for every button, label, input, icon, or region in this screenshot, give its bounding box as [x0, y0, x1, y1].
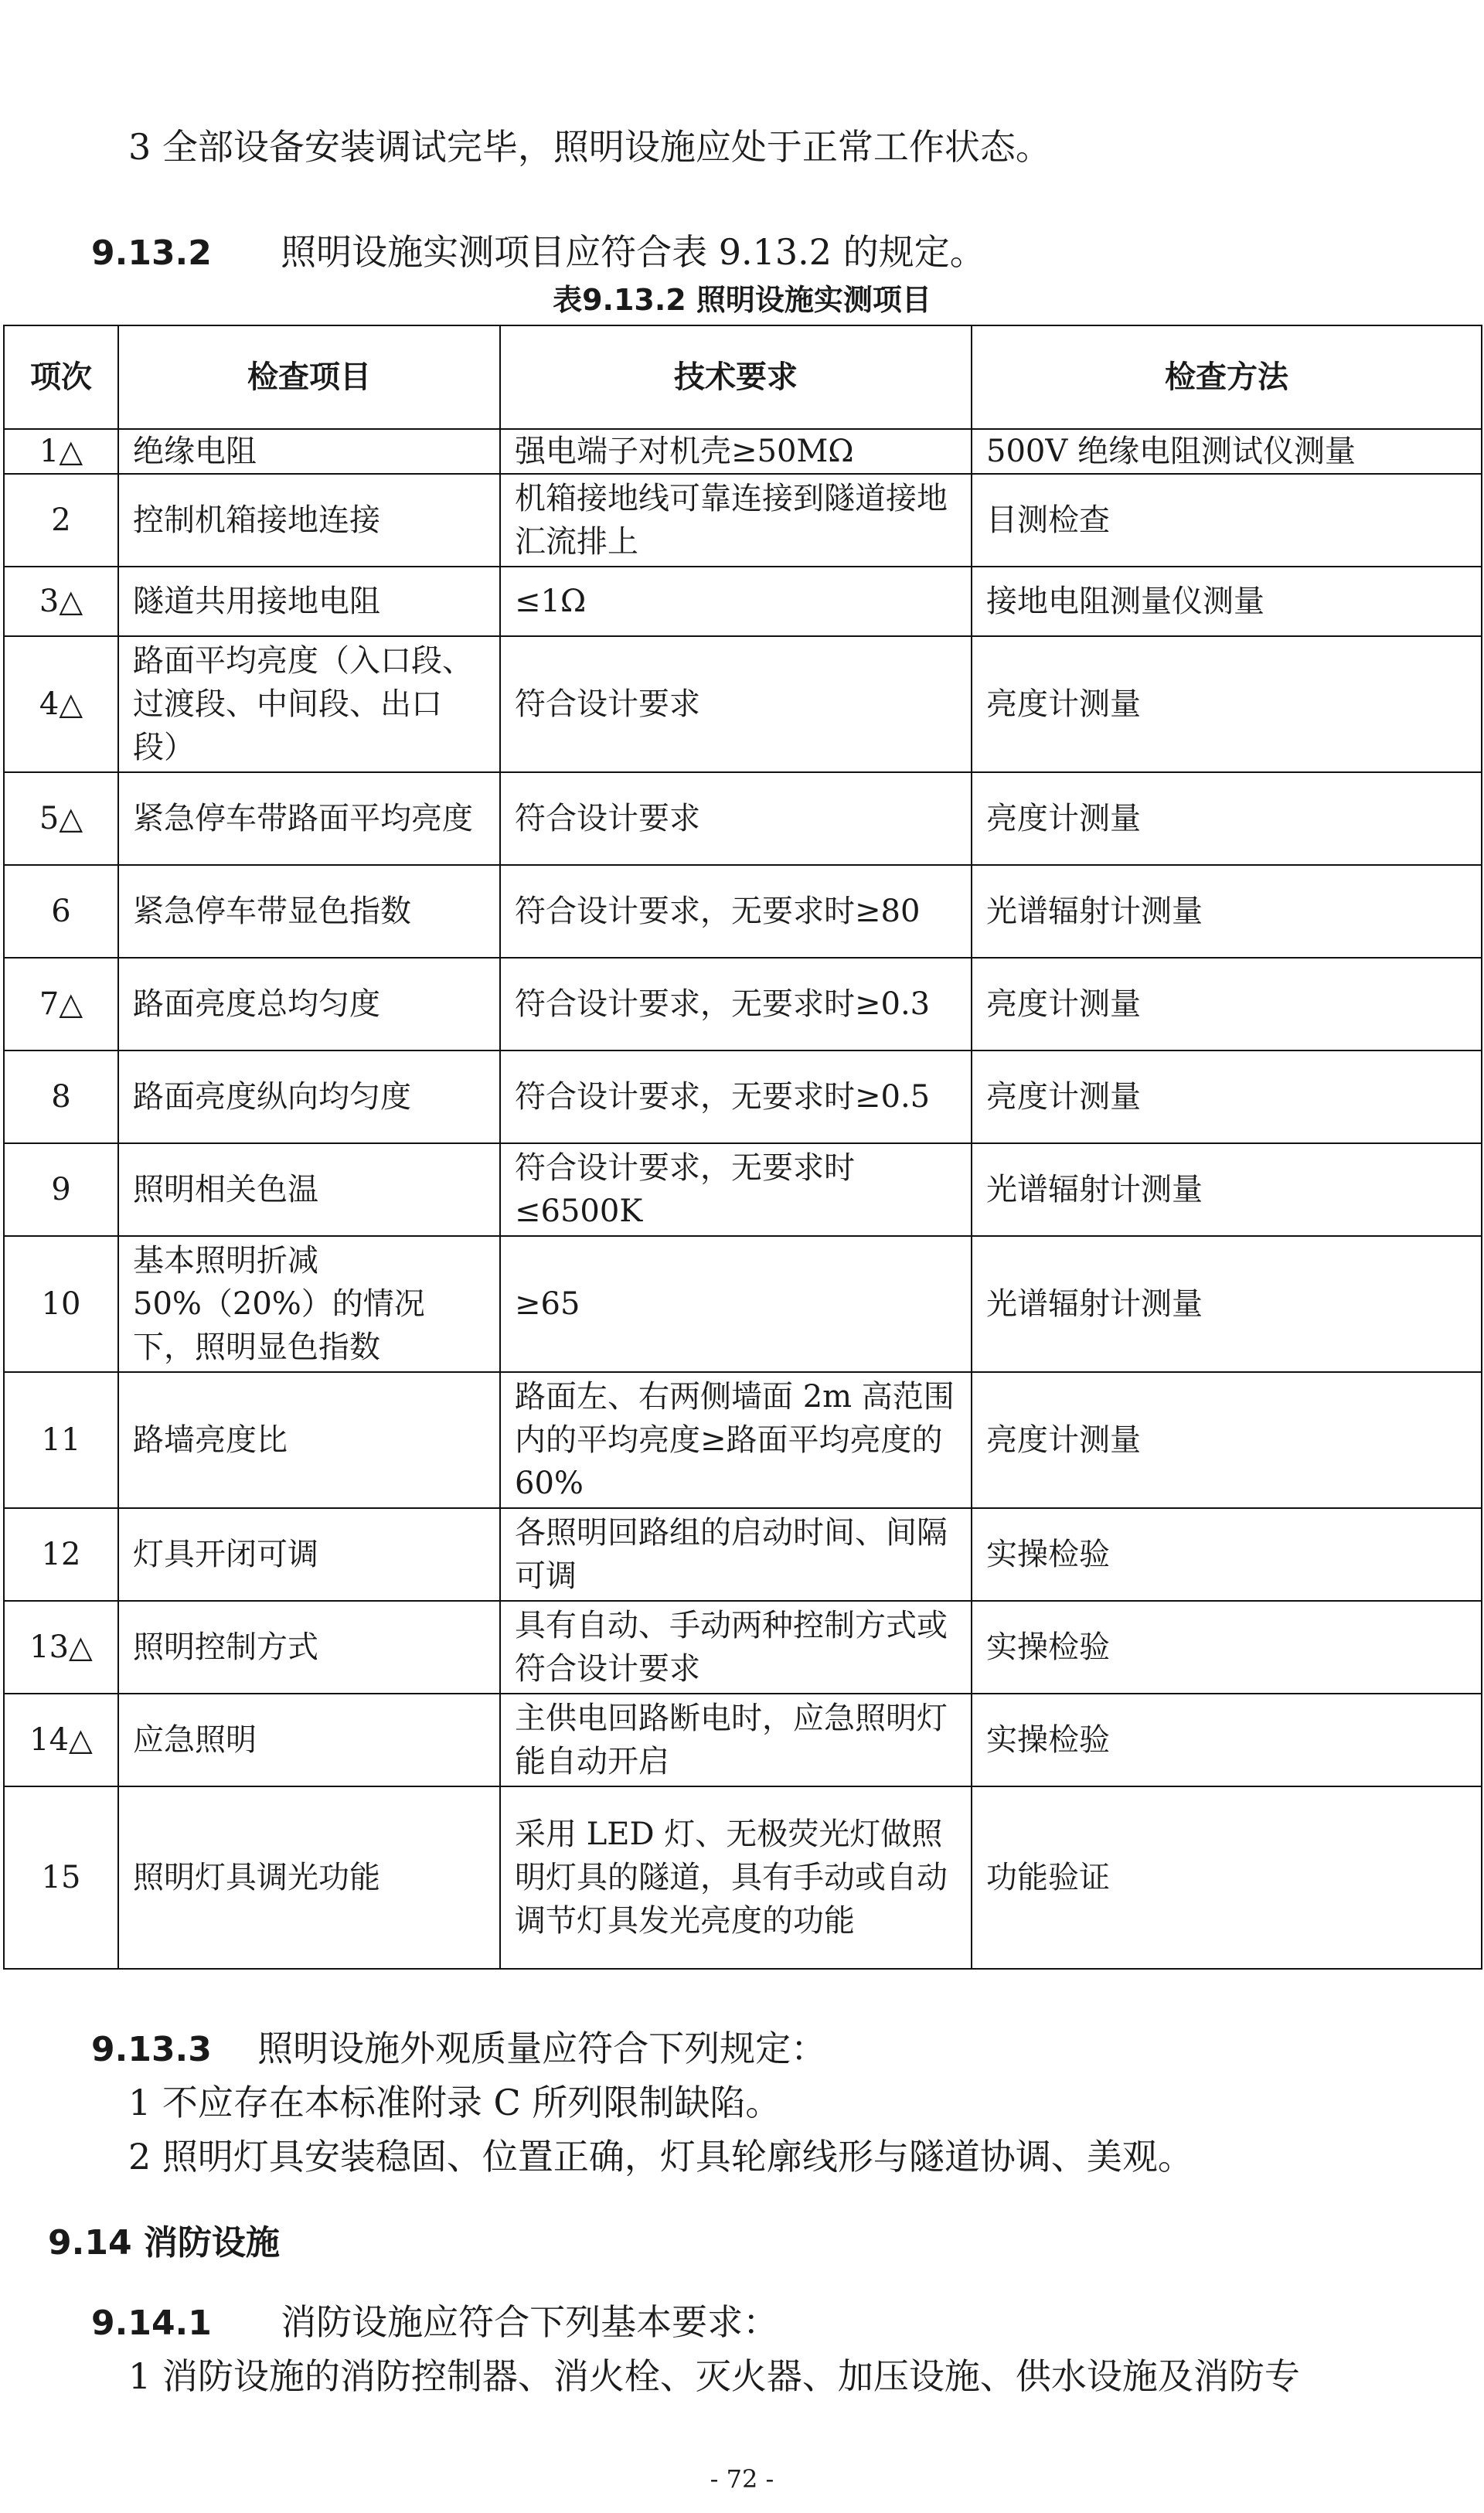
cell-requirement: 主供电回路断电时，应急照明灯能自动开启 [500, 1694, 972, 1786]
clause-number: 9.13.2 [91, 233, 212, 273]
cell-no: 12 [4, 1508, 118, 1601]
cell-method: 光谱辐射计测量 [972, 1143, 1482, 1236]
cell-method: 目测检查 [972, 474, 1482, 567]
cell-item: 照明控制方式 [118, 1601, 500, 1694]
clause-number: 9.14.1 [91, 2304, 212, 2343]
cell-requirement: 符合设计要求，无要求时≥0.3 [500, 958, 972, 1050]
cell-requirement: 机箱接地线可靠连接到隧道接地汇流排上 [500, 474, 972, 567]
lighting-inspection-table [3, 325, 1482, 1970]
table-row [4, 1601, 1482, 1694]
table-row [4, 1694, 1482, 1786]
cell-requirement: 采用 LED 灯、无极荧光灯做照明灯具的隧道，具有手动或自动调节灯具发光亮度的功能 [500, 1786, 972, 1969]
table-row [4, 1372, 1482, 1508]
cell-method: 500V 绝缘电阻测试仪测量 [972, 429, 1482, 474]
cell-item: 照明灯具调光功能 [118, 1786, 500, 1969]
cell-no: 15 [4, 1786, 118, 1969]
table-row [4, 429, 1482, 474]
intro-item: 3 全部设备安装调试完毕，照明设施应处于正常工作状态。 [128, 126, 1051, 168]
cell-method: 光谱辐射计测量 [972, 1236, 1482, 1372]
cell-item: 路墙亮度比 [118, 1372, 500, 1508]
cell-requirement: 符合设计要求 [500, 636, 972, 772]
clause-text: 照明设施实测项目应符合表 9.13.2 的规定。 [281, 231, 985, 273]
cell-item: 绝缘电阻 [118, 429, 500, 474]
cell-method: 亮度计测量 [972, 1050, 1482, 1143]
page-number: - 72 - [710, 2464, 774, 2494]
table-caption: 表9.13.2 照明设施实测项目 [553, 283, 931, 317]
cell-requirement: 强电端子对机壳≥50MΩ [500, 429, 972, 474]
table-row [4, 865, 1482, 958]
cell-item: 基本照明折减 50%（20%）的情况下，照明显色指数 [118, 1236, 500, 1372]
cell-requirement: ≤1Ω [500, 567, 972, 636]
cell-no: 14△ [4, 1694, 118, 1786]
cell-method: 光谱辐射计测量 [972, 865, 1482, 958]
table-row [4, 958, 1482, 1050]
cell-no: 2 [4, 474, 118, 567]
cell-requirement: 符合设计要求，无要求时≥0.5 [500, 1050, 972, 1143]
cell-item: 应急照明 [118, 1694, 500, 1786]
cell-item: 隧道共用接地电阻 [118, 567, 500, 636]
cell-requirement: ≥65 [500, 1236, 972, 1372]
cell-method: 亮度计测量 [972, 772, 1482, 865]
table-row [4, 636, 1482, 772]
cell-no: 5△ [4, 772, 118, 865]
cell-no: 1△ [4, 429, 118, 474]
table-row [4, 772, 1482, 865]
cell-requirement: 符合设计要求 [500, 772, 972, 865]
cell-no: 4△ [4, 636, 118, 772]
clause-text: 消防设施应符合下列基本要求： [281, 2301, 779, 2343]
cell-method: 实操检验 [972, 1601, 1482, 1694]
cell-no: 7△ [4, 958, 118, 1050]
cell-item: 路面亮度总均匀度 [118, 958, 500, 1050]
clause-9-14-1 [91, 2299, 778, 2347]
cell-no: 3△ [4, 567, 118, 636]
cell-item: 路面亮度纵向均匀度 [118, 1050, 500, 1143]
cell-no: 11 [4, 1372, 118, 1508]
table-row [4, 1786, 1482, 1969]
cell-requirement: 路面左、右两侧墙面 2m 高范围内的平均亮度≥路面平均亮度的 60% [500, 1372, 972, 1508]
cell-no: 13△ [4, 1601, 118, 1694]
clause-number: 9.13.3 [91, 2030, 212, 2069]
header-no: 项次 [4, 325, 118, 429]
table-row [4, 1508, 1482, 1601]
table-row [4, 474, 1482, 567]
cell-item: 紧急停车带显色指数 [118, 865, 500, 958]
table-row [4, 1236, 1482, 1372]
clause-9-13-3 [91, 2025, 826, 2073]
cell-method: 亮度计测量 [972, 1372, 1482, 1508]
table-row [4, 567, 1482, 636]
header-requirement: 技术要求 [500, 325, 972, 429]
clause-9-13-2 [91, 229, 985, 277]
cell-item: 紧急停车带路面平均亮度 [118, 772, 500, 865]
table-row [4, 1050, 1482, 1143]
cell-no: 6 [4, 865, 118, 958]
clause-9-13-3-item-1: 1 不应存在本标准附录 C 所列限制缺陷。 [128, 2082, 781, 2123]
table-header-row [4, 325, 1482, 429]
cell-item: 灯具开闭可调 [118, 1508, 500, 1601]
header-method: 检查方法 [972, 325, 1482, 429]
cell-no: 8 [4, 1050, 118, 1143]
cell-method: 功能验证 [972, 1786, 1482, 1969]
header-item: 检查项目 [118, 325, 500, 429]
cell-method: 实操检验 [972, 1508, 1482, 1601]
cell-item: 照明相关色温 [118, 1143, 500, 1236]
cell-requirement: 符合设计要求，无要求时≤6500K [500, 1143, 972, 1236]
cell-requirement: 各照明回路组的启动时间、间隔可调 [500, 1508, 972, 1601]
cell-item: 控制机箱接地连接 [118, 474, 500, 567]
table-row [4, 1143, 1482, 1236]
cell-item: 路面平均亮度（入口段、过渡段、中间段、出口段） [118, 636, 500, 772]
cell-method: 实操检验 [972, 1694, 1482, 1786]
cell-method: 亮度计测量 [972, 958, 1482, 1050]
cell-requirement: 具有自动、手动两种控制方式或符合设计要求 [500, 1601, 972, 1694]
cell-method: 亮度计测量 [972, 636, 1482, 772]
cell-no: 10 [4, 1236, 118, 1372]
section-heading-9-14: 9.14 消防设施 [48, 2223, 280, 2263]
clause-9-14-1-item-1: 1 消防设施的消防控制器、消火栓、灭火器、加压设施、供水设施及消防专 [128, 2355, 1300, 2397]
cell-no: 9 [4, 1143, 118, 1236]
clause-text: 照明设施外观质量应符合下列规定： [257, 2028, 827, 2069]
cell-requirement: 符合设计要求，无要求时≥80 [500, 865, 972, 958]
clause-9-13-3-item-2: 2 照明灯具安装稳固、位置正确，灯具轮廓线形与隧道协调、美观。 [128, 2136, 1193, 2178]
cell-method: 接地电阻测量仪测量 [972, 567, 1482, 636]
